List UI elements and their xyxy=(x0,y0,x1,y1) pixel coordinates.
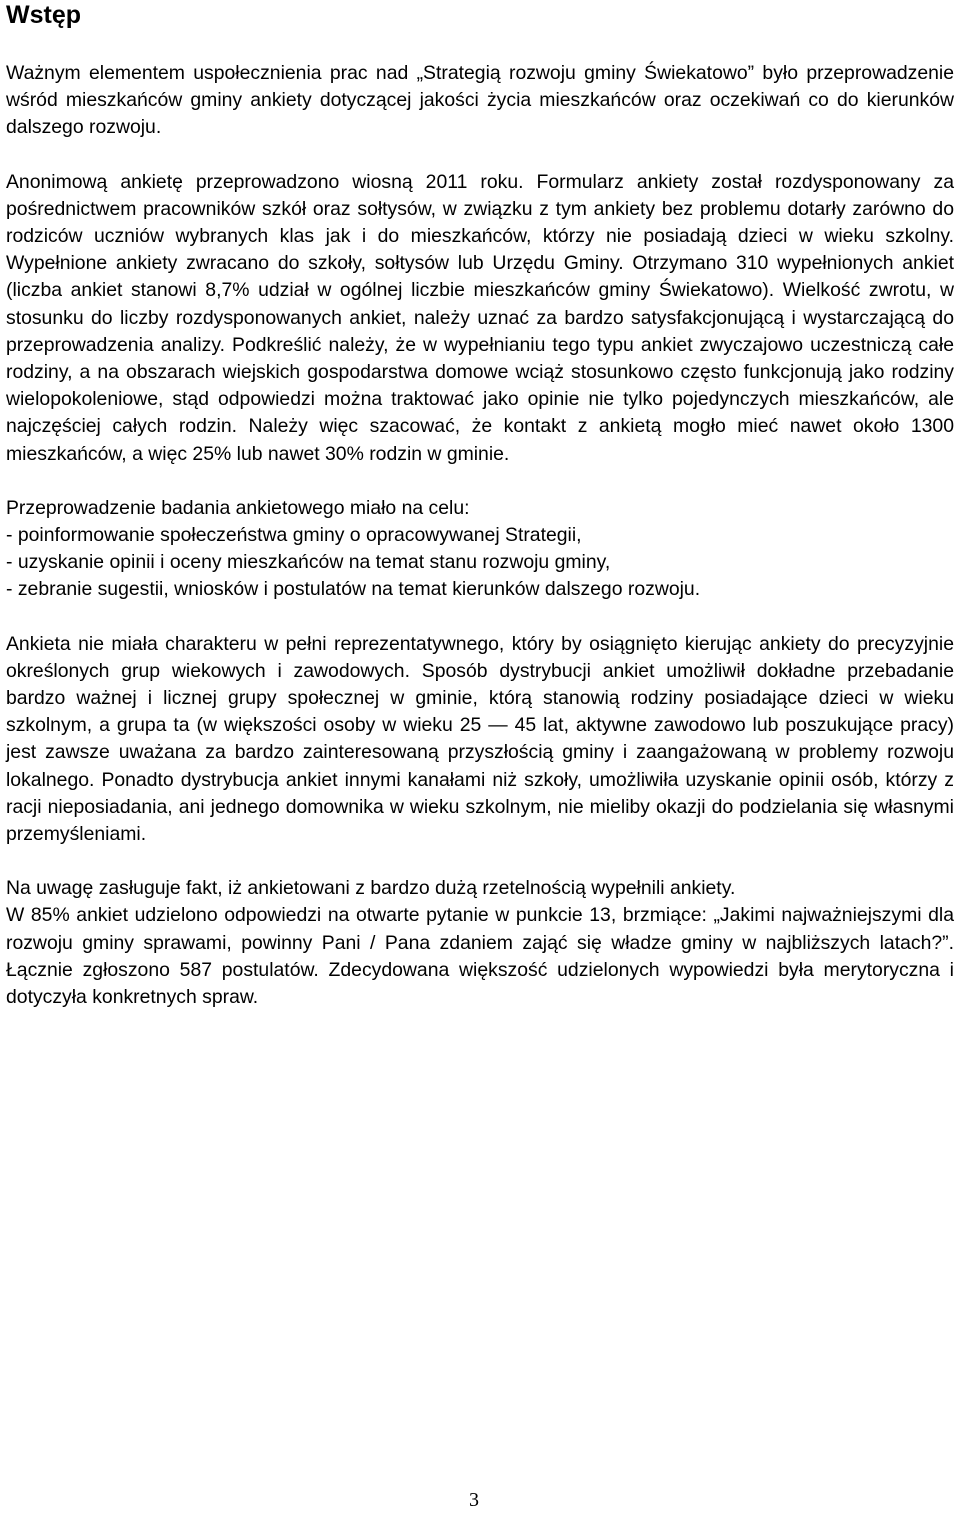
document-body xyxy=(6,60,954,1011)
paragraph-closing-line2: W 85% ankiet udzielono odpowiedzi na otwarte pytanie w punkcie 13, brzmiące: „Jakimi najważniejszymi dla rozwoju gminy sprawami, powinny Pani / Pana zdaniem zająć się władze gminy w najbliższych latach?”. Łącznie zgłoszono 587 postulatów. Zdecydowana większość udzielonych wypowiedzi była merytoryczna i dotyczyła konkretnych spraw. xyxy=(6,904,954,1009)
document-page xyxy=(6,0,954,1011)
survey-goals-intro: Przeprowadzenie badania ankietowego miało na celu: xyxy=(6,496,470,519)
paragraph-survey-method: Anonimową ankietę przeprowadzono wiosną 2011 roku. Formularz ankiety został rozdysponowany za pośrednictwem pracowników szkół oraz sołtysów, w związku z tym ankiety bez problemu dotarły zarówno do rodziców uczniów wybranych klas jak i do mieszkańców, którzy nie posiadają dzieci w wieku szkolny. Wypełnione ankiety zwracano do szkoły, sołtysów lub Urzędu Gminy. Otrzymano 310 wypełnionych ankiet (liczba ankiet stanowi 8,7% udział w ogólnej liczbie mieszkańców gminy Świekatowo). Wielkość zwrotu, w stosunku do liczby rozdysponowanych ankiet, należy uznać za bardzo satysfakcjonującą i wystarczającą do przeprowadzenia analizy. Podkreślić należy, że w wypełnianiu tego typu ankiet zwyczajowo uczestniczą całe rodziny, a na obszarach wiejskich gospodarstwa domowe wciąż stosunkowo często funkcjonują jako rodziny wielopokoleniowe, stąd odpowiedzi można traktować jako opinie nie tylko pojedynczych mieszkańców, ale najczęściej całych rodzin. Należy więc szacować, że kontakt z ankietą mogło mieć nawet około 1300 mieszkańców, a więc 25% lub nawet 30% rodzin w gminie. xyxy=(6,170,954,465)
section-title: Wstęp xyxy=(6,1,81,29)
survey-goals xyxy=(6,495,954,604)
page-number: 3 xyxy=(469,1489,479,1511)
paragraph-representativeness: Ankieta nie miała charakteru w pełni reprezentatywnego, który by osiągnięto kierując ankiety do precyzyjnie określonych grup wiekowych i zawodowych. Sposób dystrybucji ankiet umożliwił dokładne przebadanie bardzo ważnej i licznej grupy społecznej w gminie, którą stanowią rodziny posiadające dzieci w wieku szkolnym, a grupa ta (w większości osoby w wieku 25 — 45 lat, aktywne zawodowo lub poszukujące pracy) jest zawsze uważana za bardzo zainteresowaną przyszłością gminy i zaangażowaną w problemy rozwoju lokalnego. Ponadto dystrybucja ankiet innymi kanałami niż szkoły, umożliwiła uzyskanie opinii osób, którzy z racji nieposiadania, ani jednego domownika w wieku szkolnym, nie mieliby okazji do podzielania się własnymi przemyśleniami. xyxy=(6,632,954,846)
paragraph-intro: Ważnym elementem uspołecznienia prac nad „Strategią rozwoju gminy Świekatowo” było przeprowadzenie wśród mieszkańców gminy ankiety dotyczącej jakości życia mieszkańców oraz oczekiwań co do kierunków dalszego rozwoju. xyxy=(6,62,954,139)
list-item: - uzyskanie opinii i oceny mieszkańców na temat stanu rozwoju gminy, xyxy=(6,551,611,574)
paragraph-closing-line1: Na uwagę zasługuje fakt, iż ankietowani z bardzo dużą rzetelnością wypełnili ankiety. xyxy=(6,877,736,900)
list-item: - zebranie sugestii, wniosków i postulatów na temat kierunków dalszego rozwoju. xyxy=(6,578,701,601)
list-item: - poinformowanie społeczeństwa gminy o opracowywanej Strategii, xyxy=(6,524,582,547)
